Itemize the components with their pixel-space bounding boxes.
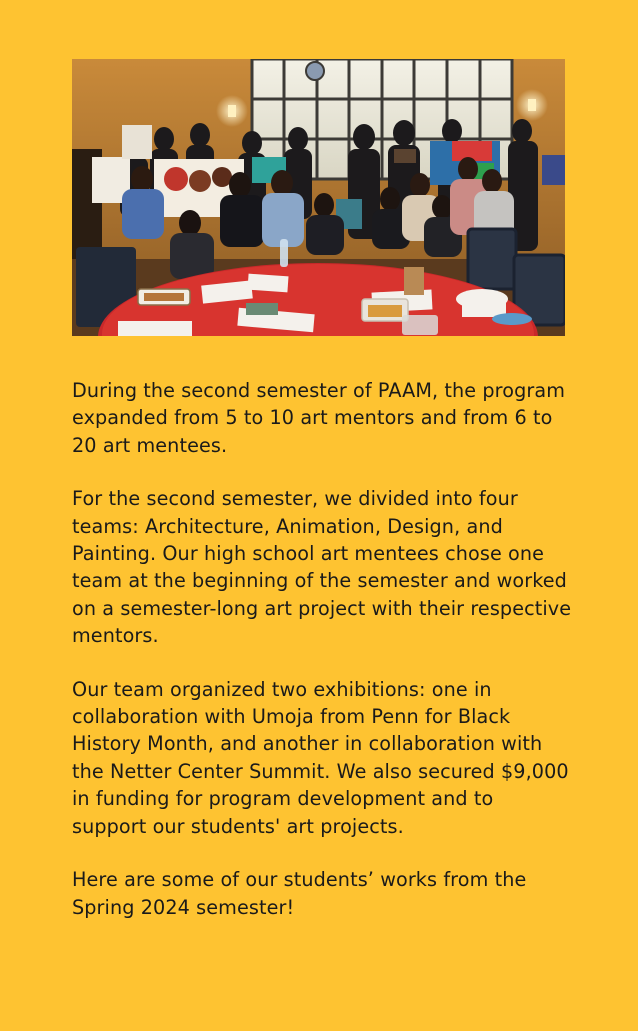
paragraph-teams: For the second semester, we divided into four teams: Architecture, Animation, Design, and Painting. Our high school art mentees chose one team at the beginning of the semester and worked on a semester-long art project with their respective mentors. — [72, 487, 572, 648]
paragraph-student-works: Here are some of our students’ works from the Spring 2024 semester! — [72, 868, 527, 919]
group-photo — [72, 59, 565, 336]
body-copy — [72, 377, 572, 947]
paragraph-program-expansion: During the second semester of PAAM, the program expanded from 5 to 10 art mentors and from 6 to 20 art mentees. — [72, 379, 565, 457]
paragraph-exhibitions: Our team organized two exhibitions: one in collaboration with Umoja from Penn for Black History Month, and another in collaboration with the Netter Center Summit. We also secured $9,000 in funding for program development and to support our students' art projects. — [72, 677, 569, 838]
